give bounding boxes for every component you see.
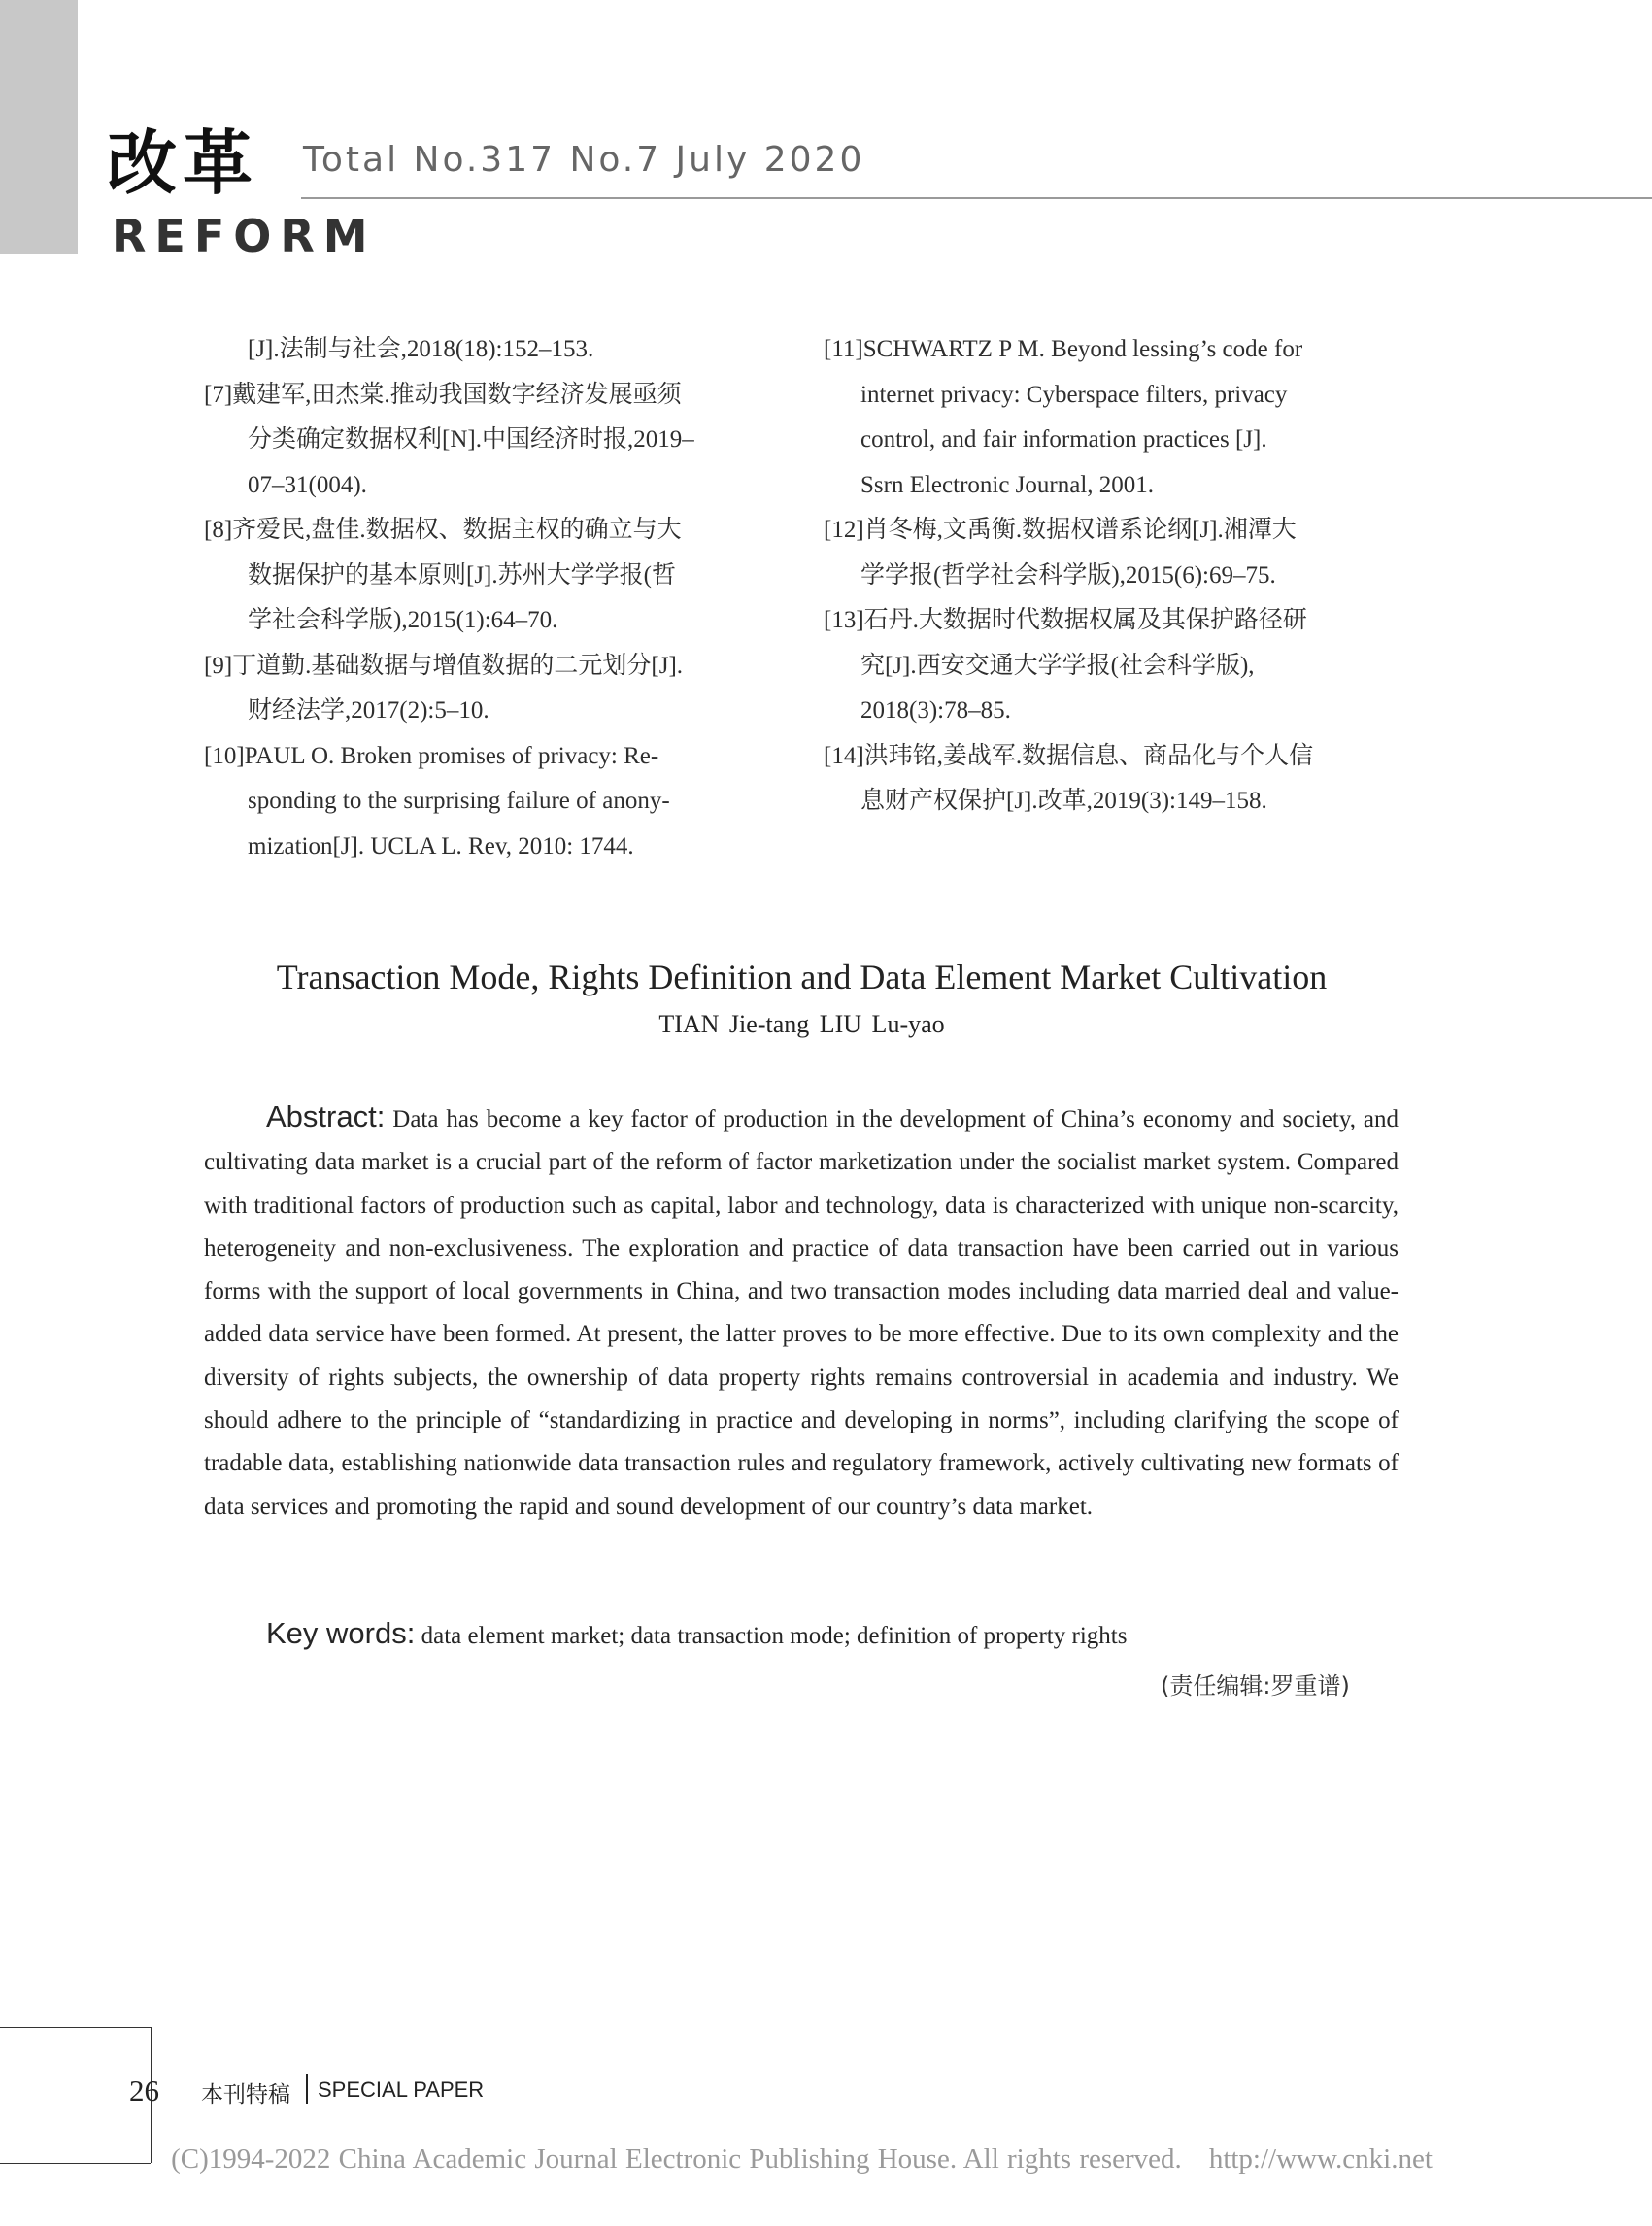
reference-line: [11]SCHWARTZ P M. Beyond lessing’s code for — [824, 336, 1303, 362]
abstract-text: Data has become a key factor of production in the development of China’s economy and society, and cultivating data market is a crucial part of the reform of factor marketization under the socialist market system. Compared with traditional factors of production such as capital, labor and technology, data is characterized with unique non-scarcity, heterogeneity and non-exclusiveness. The exploration and practice of data transaction have been carried out in various forms with the support of local governments in China, and two transaction modes including data married deal and value-added data service have been formed. At present, the latter proves to be more effective. Due to its own complexity and the diversity of rights subjects, the ownership of data property rights remains controversial in academia and industry. We should adhere to the principle of “standardizing in practice and developing in norms”, including clarifying the scope of tradable data, establishing nationwide data transaction rules and regulatory framework, actively cultivating new formats of data services and promoting the rapid and sound development of our country’s data market. — [204, 1106, 1399, 1520]
copyright-line — [0, 2143, 1603, 2175]
reference-line: mization[J]. UCLA L. Rev, 2010: 1744. — [248, 832, 634, 860]
reference-line: [8]齐爱民,盘佳.数据权、数据主权的确立与大 — [204, 517, 682, 543]
article-authors: TIAN Jie-tang LIU Lu-yao — [658, 1010, 945, 1038]
abstract-label: Abstract: — [266, 1099, 386, 1133]
journal-logo-cn: 改革 — [107, 121, 259, 204]
reference-line: 究[J].西安交通大学学报(社会科学版), — [860, 652, 1255, 679]
reference-line: internet privacy: Cyberspace filters, privacy — [860, 381, 1288, 408]
keywords-text: data element market; data transaction mode; definition of property rights — [421, 1623, 1128, 1649]
page-number: 26 — [129, 2074, 159, 2108]
article-title: Transaction Mode, Rights Definition and Data Element Market Cultivation — [276, 958, 1328, 996]
section-separator — [306, 2074, 308, 2104]
footer-corner-rule-top — [0, 2027, 151, 2028]
issue-info: Total No.317 No.7 July 2020 — [303, 140, 865, 180]
reference-line: Ssrn Electronic Journal, 2001. — [860, 471, 1155, 498]
reference-line: 财经法学,2017(2):5–10. — [248, 697, 489, 724]
header-side-bar — [0, 0, 78, 254]
section-label-en: SPECIAL PAPER — [318, 2077, 485, 2102]
reference-line: [J].法制与社会,2018(18):152–153. — [248, 336, 594, 362]
reference-line: 息财产权保护[J].改革,2019(3):149–158. — [860, 788, 1267, 814]
section-label-cn: 本刊特稿 — [201, 2082, 290, 2108]
header-rule — [301, 197, 1652, 199]
reference-line: 分类确定数据权利[N].中国经济时报,2019– — [248, 426, 694, 453]
reference-line: [7]戴建军,田杰棠.推动我国数字经济发展亟须 — [204, 381, 682, 408]
reference-line: 2018(3):78–85. — [860, 697, 1011, 724]
reference-line: sponding to the surprising failure of anony- — [248, 788, 670, 814]
reference-line: 学学报(哲学社会科学版),2015(6):69–75. — [860, 561, 1276, 589]
references-right-column — [824, 327, 1404, 825]
cnki-link[interactable]: http://www.cnki.net — [1208, 2143, 1433, 2175]
keywords — [266, 1616, 1127, 1651]
reference-line: [13]石丹.大数据时代数据权属及其保护路径研 — [824, 607, 1307, 633]
reference-line: [12]肖冬梅,文禹衡.数据权谱系论纲[J].湘潭大 — [824, 517, 1297, 543]
reference-line: 学社会科学版),2015(1):64–70. — [248, 607, 558, 633]
reference-line: [9]丁道勤.基础数据与增值数据的二元划分[J]. — [204, 652, 684, 679]
journal-logo-en: REFORM — [112, 210, 377, 262]
references-left-column — [204, 327, 779, 869]
abstract — [204, 1096, 1399, 1529]
reference-line: [10]PAUL O. Broken promises of privacy: Re- — [204, 742, 659, 769]
reference-line: 数据保护的基本原则[J].苏州大学学报(哲 — [248, 561, 676, 589]
reference-line: control, and fair information practices [J]. — [860, 426, 1267, 453]
reference-line: [14]洪玮铭,姜战军.数据信息、商品化与个人信 — [824, 742, 1314, 769]
keywords-label: Key words: — [266, 1616, 416, 1650]
copyright-text: (C)1994-2022 China Academic Journal Electronic Publishing House. All rights reserved. — [171, 2143, 1182, 2175]
editor-note: (责任编辑:罗重谱) — [1161, 1672, 1350, 1700]
reference-line: 07–31(004). — [248, 471, 367, 498]
